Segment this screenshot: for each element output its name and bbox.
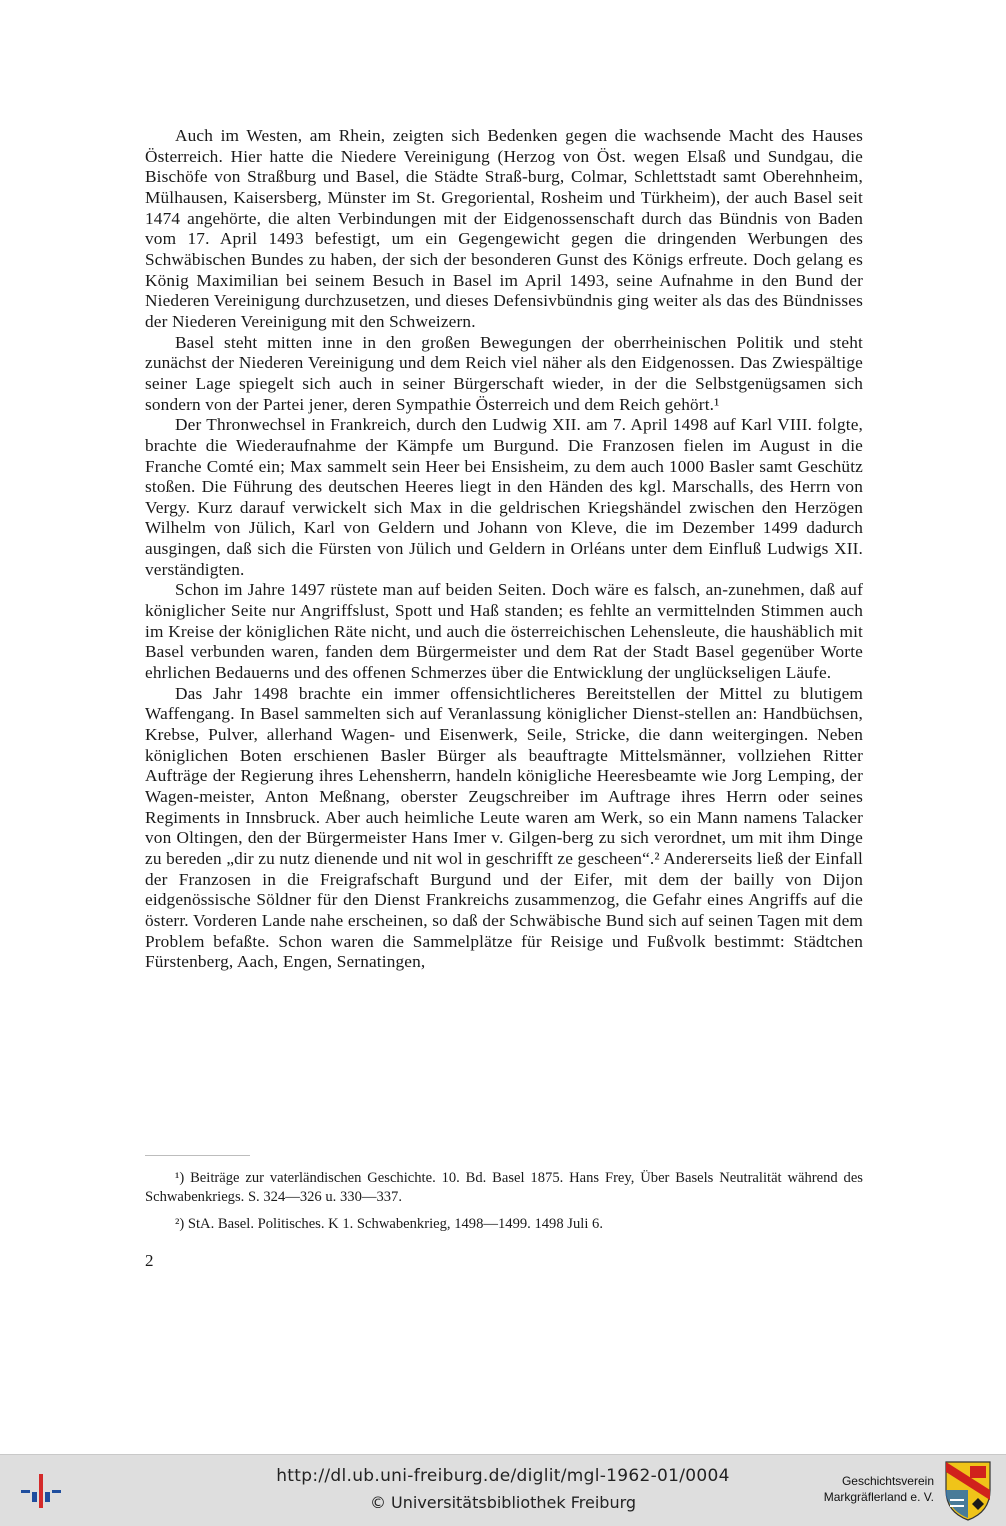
document-url[interactable]: http://dl.ub.uni-freiburg.de/diglit/mgl-1962-01/0004 [276,1466,730,1486]
paragraph-2: Basel steht mitten inne in den großen Bewegungen der oberrheinischen Politik und steht zunächst der Niederen Vereinigung und dem Reich viel näher als den Eidgenossen. Das Zwiespältige seiner Lage spiegelt sich auch in seiner Bürgerschaft wieder, in der die Selbstgenügsamen sich sondern von der Partei jener, deren Sympathie Österreich und dem Reich gehört.¹ [145,332,863,414]
footnote-divider [145,1155,250,1156]
coat-of-arms-icon[interactable] [944,1460,992,1522]
copyright-notice: © Universitätsbibliothek Freiburg [369,1493,637,1512]
society-name [824,1473,934,1505]
footnote-2: ²) StA. Basel. Politisches. K 1. Schwabenkrieg, 1498—1499. 1498 Juli 6. [175,1216,603,1232]
society-name-line1: Geschichtsverein [841,1474,934,1488]
footnotes [145,1169,863,1242]
page-number: 2 [145,1251,154,1270]
society-name-line2: Markgräflerland e. V. [823,1490,934,1504]
paragraph-4: Schon im Jahre 1497 rüstete man auf beiden Seiten. Doch wäre es falsch, an-zunehmen, daß auf königlicher Seite nur Angriffslust, Spott und Haß standen; es fehlte an vermittelnden Stimmen auch im Kreise der königlichen Räte nicht, und auch die österreichischen Lehensleute, die haushäblich mit Basel verbunden waren, fanden dem Bürgermeister und dem Rat der Stadt Basel gegenüber Worte ehrlichen Bedauerns und des offenen Schmerzes über die Entwicklung der unglückseligen Läufe. [145,580,863,683]
footnote-1: ¹) Beiträge zur vaterländischen Geschichte. 10. Bd. Basel 1875. Hans Frey, Über Basels Neutralität während des Schwabenkriegs. S. 324—326 u. 330—337. [145,1170,863,1205]
paragraph-1: Auch im Westen, am Rhein, zeigten sich Bedenken gegen die wachsende Macht des Hauses Österreich. Hier hatte die Niedere Vereinigung (Herzog von Öst. wegen Elsaß und Sundgau, die Bischöfe von Straßburg und Basel, die Städte Straß-burg, Colmar, Schlettstadt samt Oberehnheim, Mülhausen, Kaisersberg, Münster im St. Gregoriental, Rosheim und Türkheim), der auch Basel seit 1474 angehörte, die alten Verbindungen mit der Eidgenossenschaft durch das Bündnis von Baden vom 17. April 1493 befestigt, um ein Gegengewicht gegen die dringenden Werbungen des Schwäbischen Bundes zu haben, der sich der besonderen Gunst des Königs erfreute. Doch gelang es König Maximilian bei seinem Besuch in Basel im April 1493, seine Aufnahme in den Bund der Niederen Vereinigung durchzusetzen, und dieses Defensivbündnis ging weiter als das des Bündnisses der Niederen Vereinigung mit den Schweizern. [145,126,863,331]
paragraph-5: Das Jahr 1498 brachte ein immer offensichtlicheres Bereitstellen der Mittel zu blutigem Waffengang. In Basel sammelten sich auf Veranlassung königlicher Dienst-stellen an: Handbüchsen, Krebse, Pulver, allerhand Wagen- und Eisenwerk, Seile, Stricke, die dann weitergingen. Neben königlichen Boten erschienen Basler Bürger als beauftragte Mittelsmänner, vollziehen Ritter Aufträge der Regierung ihres Lehensherrn, handeln königliche Heeresbeamte wie Jorg Lemping, der Wagen-meister, Anton Meßnang, oberster Zeugschreiber im Auftrage ihres Herrn oder seines Regiments in Innsbruck. Aber auch heimliche Leute waren am Werk, so ein Mann namens Talacker von Oltingen, den der Bürgermeister Hans Imer v. Gilgen-berg zu sich verordnet, um mit ihm Dinge zu bereden „dir zu nutz dienende und nit wol in geschrifft ze gescheen“.² Andererseits ließ der Einfall der Franzosen in die Freigrafschaft Burgund und der Eifer, mit dem der bailly von Dijon eidgenössische Söldner für den Dienst Frankreichs zusammenzog, die Gefahr eines Angriffs auf die österr. Vorderen Lande nahe erscheinen, so daß der Schwäbische Bund sich auf seinen Tagen mit dem Problem befaßte. Schon waren die Sammelplätze für Reisige und Fußvolk bestimmt: Städtchen Fürstenberg, Aach, Engen, Sernatingen, [145,683,863,972]
paragraph-3: Der Thronwechsel in Frankreich, durch den Ludwig XII. am 7. April 1498 auf Karl VIII. folgte, brachte die Wiederaufnahme der Kämpfe um Burgund. Die Franzosen fielen im August in die Franche Comté ein; Max sammelt sein Heer bei Ensisheim, zu dem auch 1000 Basler samt Geschütz stoßen. Die Führung des deutschen Heeres liegt in den Händen des kgl. Marschalls, des Herrn von Vergy. Kurz darauf verwickelt sich Max in die geldrischen Kriegshändel zwischen den Herzögen Wilhelm von Jülich, Karl von Geldern und Johann von Kleve, die im Dezember 1499 dadurch ausgingen, daß sich die Fürsten von Jülich und Geldern in Orléans unter dem Einfluß Ludwigs XII. verständigten. [145,415,863,579]
page-text [145,126,863,973]
footer-bar [0,1454,1006,1526]
